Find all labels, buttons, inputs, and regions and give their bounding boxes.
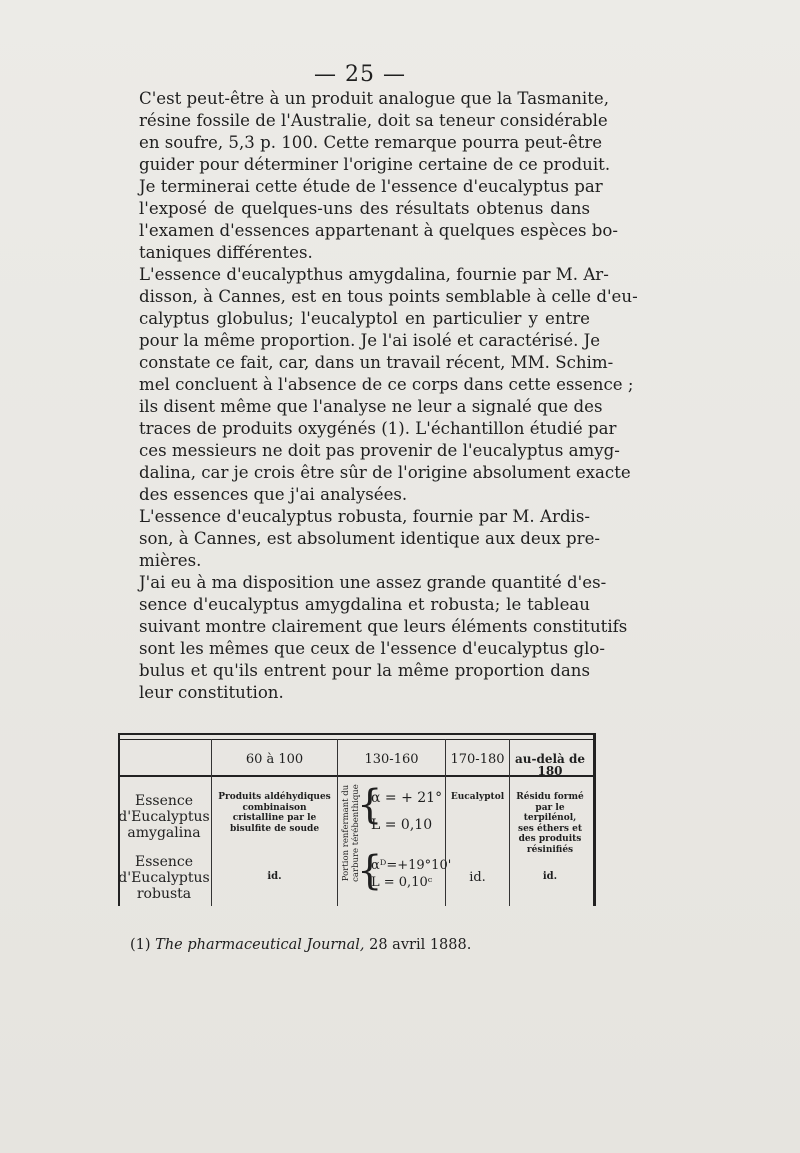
text-line: J'ai eu à ma disposition une assez grande quantité d'es- [139,573,607,592]
body-text [117,88,638,704]
row-label-robusta: Essence d'Eucalyptus robusta [118,854,210,902]
row1-rotation: α = + 21° [371,790,443,806]
text-line: en soufre, 5,3 p. 100. Cette remarque pourra peut-être [139,133,603,152]
text-line: mières. [139,551,202,570]
text-line: C'est peut-être à un produit analogue que la Tasmanite, [139,89,610,108]
text-line: l'exposé de quelques-uns des résultats obtenus dans [139,199,590,218]
text-line: résine fossile de l'Australie, doit sa teneur considérable [139,111,608,130]
footnote [130,937,471,953]
footnote-date: 28 avril 1888. [369,937,472,953]
text-line: Je terminerai cette étude de l'essence d'eucalyptus par [139,177,603,196]
header-170-180: 170-180 [450,752,505,767]
paragraph [117,176,618,264]
text-line: des essences que j'ai analysées. [139,485,408,504]
text-line: dalina, car je crois être sûr de l'origine absolument exacte [139,463,631,482]
header-60-100: 60 à 100 [245,752,304,767]
text-line: L'essence d'eucalypthus amygdalina, fournie par M. Ar- [139,265,609,284]
row-vertical-label: Portion renfermant du carbure térébenthique [341,784,361,882]
row1-aldehydes: Produits aldéhydiques combinaison cristalline par le bisulfite de soude [218,792,331,834]
paragraph [117,572,628,704]
text-line: ils disent même que l'analyse ne leur a signalé que des [139,397,603,416]
footnote-number: (1) [130,937,151,953]
text-line: taniques différentes. [139,243,313,262]
text-line: l'examen d'essences appartenant à quelques espèces bo- [139,221,618,240]
paragraph [117,506,601,572]
text-line: suivant montre clairement que leurs éléments constitutifs [139,617,628,636]
row2-col4-id: id. [542,871,558,882]
text-line: constate ce fait, car, dans un travail récent, MM. Schim- [139,353,614,372]
text-line: mel concluent à l'absence de ce corps dans cette essence ; [139,375,634,394]
text-line: son, à Cannes, est absolument identique aux deux pre- [139,529,601,548]
paragraph [117,264,638,506]
header-above-180: au-delà de 180 [514,752,586,778]
row2-L-value: L = 0,10ᶜ [371,875,433,890]
text-line: L'essence d'eucalyptus robusta, fournie par M. Ardis- [139,507,590,526]
footnote-source: The pharmaceutical Journal, [155,937,365,953]
composition-table [118,733,596,906]
row2-rotation: αᴰ=+19°10' [371,858,452,873]
text-line: ces messieurs ne doit pas provenir de l'eucalyptus amyg- [139,441,620,460]
text-line: disson, à Cannes, est en tous points semblable à celle d'eu- [139,287,638,306]
header-130-160: 130-160 [364,752,419,767]
text-line: calyptus globulus; l'eucalyptol en particulier y entre [139,309,590,328]
row-label-amygdalina: Essence d'Eucalyptus amygalina [118,793,210,841]
text-line: bulus et qu'ils entrent pour la même proportion dans [139,661,590,680]
text-line: traces de produits oxygénés (1). L'échantillon étudié par [139,419,617,438]
brace-row1: { [357,782,383,828]
text-line: sence d'eucalyptus amygdalina et robusta; le tableau [139,595,590,614]
row2-col1-id: id. [267,871,282,882]
row1-residue: Résidu formé par le terpilénol, ses éthers et des produits résinifiés [516,792,584,855]
table-top-rule-2 [120,739,593,740]
text-line: sont les mêmes que ceux de l'essence d'eucalyptus glo- [139,639,605,658]
brace-row2: { [357,848,383,894]
row1-eucalyptol: Eucalyptol [450,792,505,802]
page-number: — 25 — [314,62,406,87]
paragraph [117,88,611,176]
row2-col3-id: id. [469,870,486,885]
text-line: guider pour déterminer l'origine certaine de ce produit. [139,155,611,174]
row1-L-value: L = 0,10 [371,817,433,833]
text-line: pour la même proportion. Je l'ai isolé et caractérisé. Je [139,331,601,350]
table-top-rule [120,733,593,735]
text-line: leur constitution. [139,683,284,702]
